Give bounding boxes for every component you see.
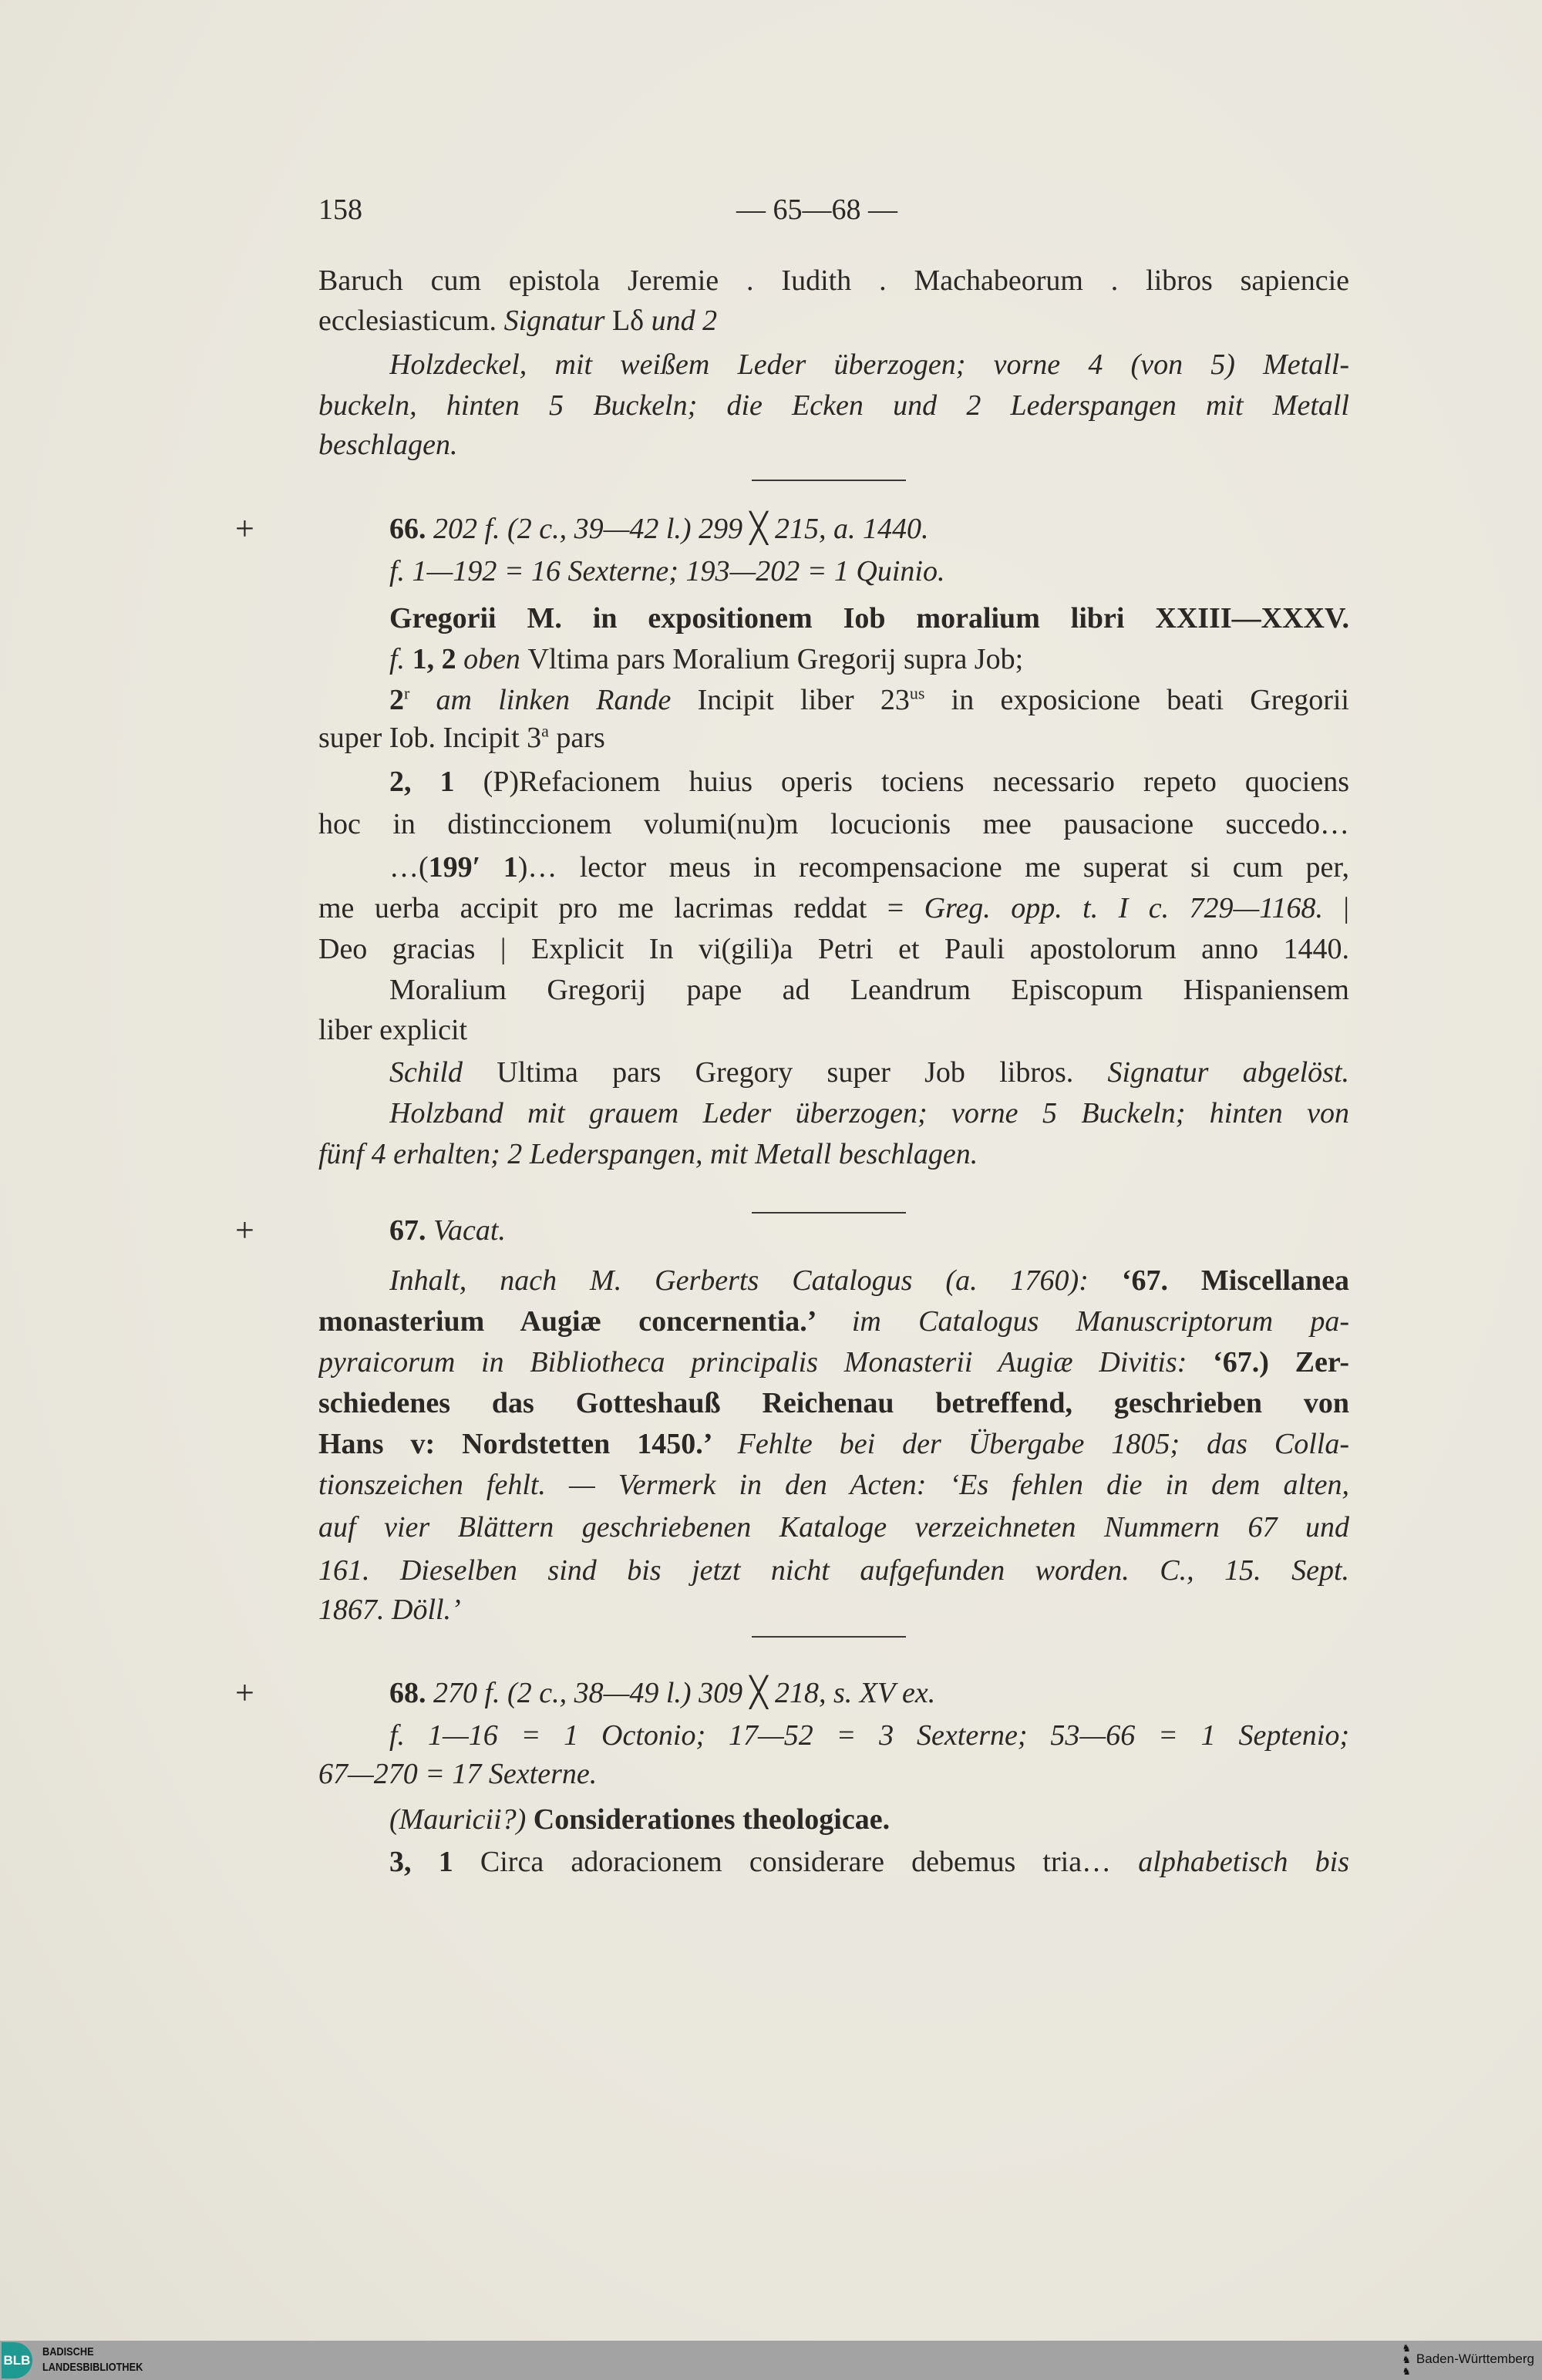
viewer-footer	[0, 2341, 1542, 2380]
text-line	[389, 1093, 1349, 1134]
text-line	[389, 1261, 1349, 1301]
text-segment: f.	[389, 643, 412, 675]
text-line	[318, 1301, 1349, 1342]
text-line	[318, 888, 1349, 929]
text-line	[318, 385, 1349, 426]
text-segment: 270 f. (2 c., 38—49 l.) 309 ╳ 218, s. XV ex.	[433, 1677, 936, 1709]
text-segment: Vltima pars Moralium Gregorij supra Job;	[527, 643, 1024, 675]
section-divider	[752, 480, 906, 481]
text-segment: pyraicorum in Bibliotheca principalis Monasterii Augiæ Divitis:	[318, 1346, 1214, 1379]
entry-marker-67: +	[235, 1211, 254, 1249]
text-segment: a	[541, 721, 549, 741]
text-segment: ‘67. Miscellanea	[1121, 1264, 1349, 1297]
text-line	[318, 1134, 1349, 1175]
text-line	[389, 680, 1349, 721]
text-line	[389, 847, 1349, 888]
entry-range: — 65—68 —	[736, 194, 897, 226]
section-divider	[752, 1636, 906, 1638]
text-segment: us	[909, 683, 925, 703]
text-line	[389, 551, 1349, 592]
text-segment: Holzband mit grauem Leder überzogen; vorne 5 Buckeln; hinten von	[389, 1097, 1349, 1129]
text-line	[389, 639, 1349, 680]
text-line	[389, 970, 1349, 1011]
text-segment: 2	[389, 684, 404, 716]
library-name[interactable]	[42, 2345, 143, 2375]
text-segment: f. 1—192 = 16 Sexterne; 193—202 = 1 Quinio.	[389, 555, 945, 587]
text-segment: pars	[548, 722, 605, 754]
text-line	[318, 1754, 1349, 1795]
library-name-line2: LANDESBIBLIOTHEK	[42, 2361, 143, 2374]
text-segment: ‘67.) Zer-	[1213, 1346, 1349, 1379]
library-name-line1: BADISCHE	[42, 2345, 94, 2358]
text-line	[318, 1342, 1349, 1383]
text-segment: Moralium Gregorij pape ad Leandrum Episcopum Hispaniensem	[389, 974, 1349, 1006]
text-segment: 67.	[389, 1214, 433, 1247]
text-segment: (Mauricii?)	[389, 1803, 534, 1836]
text-segment: buckeln, hinten 5 Buckeln; die Ecken und 2 Lederspangen mit Metall	[318, 389, 1349, 422]
text-segment: Vacat.	[433, 1214, 506, 1247]
entry-marker-68: +	[235, 1674, 254, 1712]
text-segment: liber explicit	[318, 1014, 468, 1046]
state-coat-of-arms-icon: ♞ ♞ ♞	[1402, 2342, 1411, 2377]
text-line	[318, 1383, 1349, 1424]
text-segment: Lδ	[611, 305, 651, 337]
text-segment: Deo gracias | Explicit In vi(gili)a Petri et Pauli apostolorum anno 1440.	[318, 933, 1349, 965]
text-segment: in exposicione beati Gregorii	[924, 684, 1349, 716]
text-segment: 3, 1	[389, 1846, 480, 1878]
text-segment: (P)Refacionem huius operis tociens necessario repeto quociens	[483, 766, 1349, 798]
text-line	[389, 1052, 1349, 1093]
text-segment: 66.	[389, 513, 433, 545]
text-segment: Fehlte bei der Übergabe 1805; das Colla-	[737, 1428, 1349, 1460]
text-segment: 161. Dieselben sind bis jetzt nicht aufgefunden worden. C., 15. Sept.	[318, 1554, 1349, 1587]
text-segment: auf vier Blättern geschriebenen Kataloge verzeichneten Nummern 67 und	[318, 1511, 1349, 1543]
text-line	[318, 804, 1349, 845]
text-segment: Signatur	[503, 305, 612, 337]
text-segment: fünf 4 erhalten; 2 Lederspangen, mit Metall beschlagen.	[318, 1138, 978, 1170]
text-segment: 199′ 1	[428, 851, 518, 884]
text-segment: beschlagen.	[318, 429, 458, 461]
text-segment: ecclesiasticum.	[318, 305, 504, 337]
text-segment: 2, 1	[389, 766, 483, 798]
text-segment: Considerationes theologicae.	[533, 1803, 891, 1836]
text-line	[389, 1715, 1349, 1756]
blb-logo[interactable]: BLB	[2, 2342, 32, 2378]
page-number: 158	[318, 194, 362, 226]
text-line	[389, 762, 1349, 803]
text-segment: 1867. Döll.’	[318, 1594, 461, 1626]
text-segment: r	[404, 683, 410, 703]
text-segment: )… lector meus in recompensacione me superat si cum per,	[517, 851, 1349, 884]
text-segment: 202 f. (2 c., 39—42 l.) 299 ╳ 215, a. 1440.	[433, 513, 929, 545]
text-segment: alphabetisch bis	[1138, 1846, 1349, 1878]
text-line	[318, 718, 1349, 759]
state-name[interactable]: Baden-Württemberg	[1416, 2351, 1534, 2366]
text-line	[389, 1842, 1349, 1883]
text-segment: …(	[389, 851, 429, 884]
text-segment: f. 1—16 = 1 Octonio; 17—52 = 3 Sexterne; 53—66 = 1 Septenio;	[389, 1719, 1349, 1752]
text-segment: tionszeichen fehlt. — Vermerk in den Acten: ‘Es fehlen die in dem alten,	[318, 1469, 1349, 1501]
text-line	[318, 929, 1349, 970]
text-segment: monasterium Augiæ concernentia.’	[318, 1305, 852, 1338]
text-segment: oben	[463, 643, 528, 675]
text-segment: Schild	[389, 1056, 497, 1089]
text-segment: Incipit liber 23	[697, 684, 910, 716]
text-line	[389, 1673, 1349, 1714]
text-line	[318, 1010, 1349, 1051]
text-segment: 68.	[389, 1677, 433, 1709]
text-segment: Signatur abgelöst.	[1107, 1056, 1349, 1089]
text-segment: super Iob. Incipit 3	[318, 722, 542, 754]
text-segment: Circa adoracionem considerare debemus tria…	[480, 1846, 1139, 1878]
text-segment: schiedenes das Gotteshauß Reichenau betreffend, geschrieben von	[318, 1387, 1349, 1419]
text-segment: am linken Rande	[409, 684, 698, 716]
text-line	[318, 1465, 1349, 1506]
text-line	[318, 1507, 1349, 1548]
text-segment: Gregorii M. in expositionem Iob moralium libri XXIII—XXXV.	[389, 602, 1349, 635]
text-line	[389, 598, 1349, 639]
text-line	[318, 425, 1349, 466]
text-line	[318, 1550, 1349, 1591]
text-line	[318, 261, 1349, 301]
text-segment: Hans v: Nordstetten 1450.’	[318, 1428, 738, 1460]
text-segment: 67—270 = 17 Sexterne.	[318, 1758, 598, 1790]
text-segment: und 2	[651, 305, 718, 337]
text-segment: 1, 2	[412, 643, 464, 675]
entry-marker-66: +	[235, 510, 254, 547]
text-line	[389, 345, 1349, 385]
text-segment: Greg. opp. t. I c. 729—1168.	[924, 892, 1323, 924]
text-line	[389, 509, 1349, 550]
text-line	[318, 1590, 1349, 1631]
text-segment: Inhalt, nach M. Gerberts Catalogus (a. 1760):	[389, 1264, 1122, 1297]
text-segment: hoc in distinccionem volumi(nu)m locucionis mee pausacione succedo…	[318, 808, 1349, 840]
text-line	[318, 301, 1349, 342]
text-line	[389, 1210, 1349, 1251]
text-segment: Ultima pars Gregory super Job libros.	[497, 1056, 1108, 1089]
text-segment: Baruch cum epistola Jeremie . Iudith . Machabeorum . libros sapiencie	[318, 264, 1349, 297]
text-segment: im Catalogus Manuscriptorum pa-	[851, 1305, 1349, 1338]
text-segment: me uerba accipit pro me lacrimas reddat =	[318, 892, 924, 924]
text-line	[389, 1799, 1349, 1840]
text-segment: |	[1322, 892, 1349, 924]
text-segment: Holzdeckel, mit weißem Leder überzogen; vorne 4 (von 5) Metall-	[389, 348, 1349, 381]
text-line	[318, 1424, 1349, 1465]
